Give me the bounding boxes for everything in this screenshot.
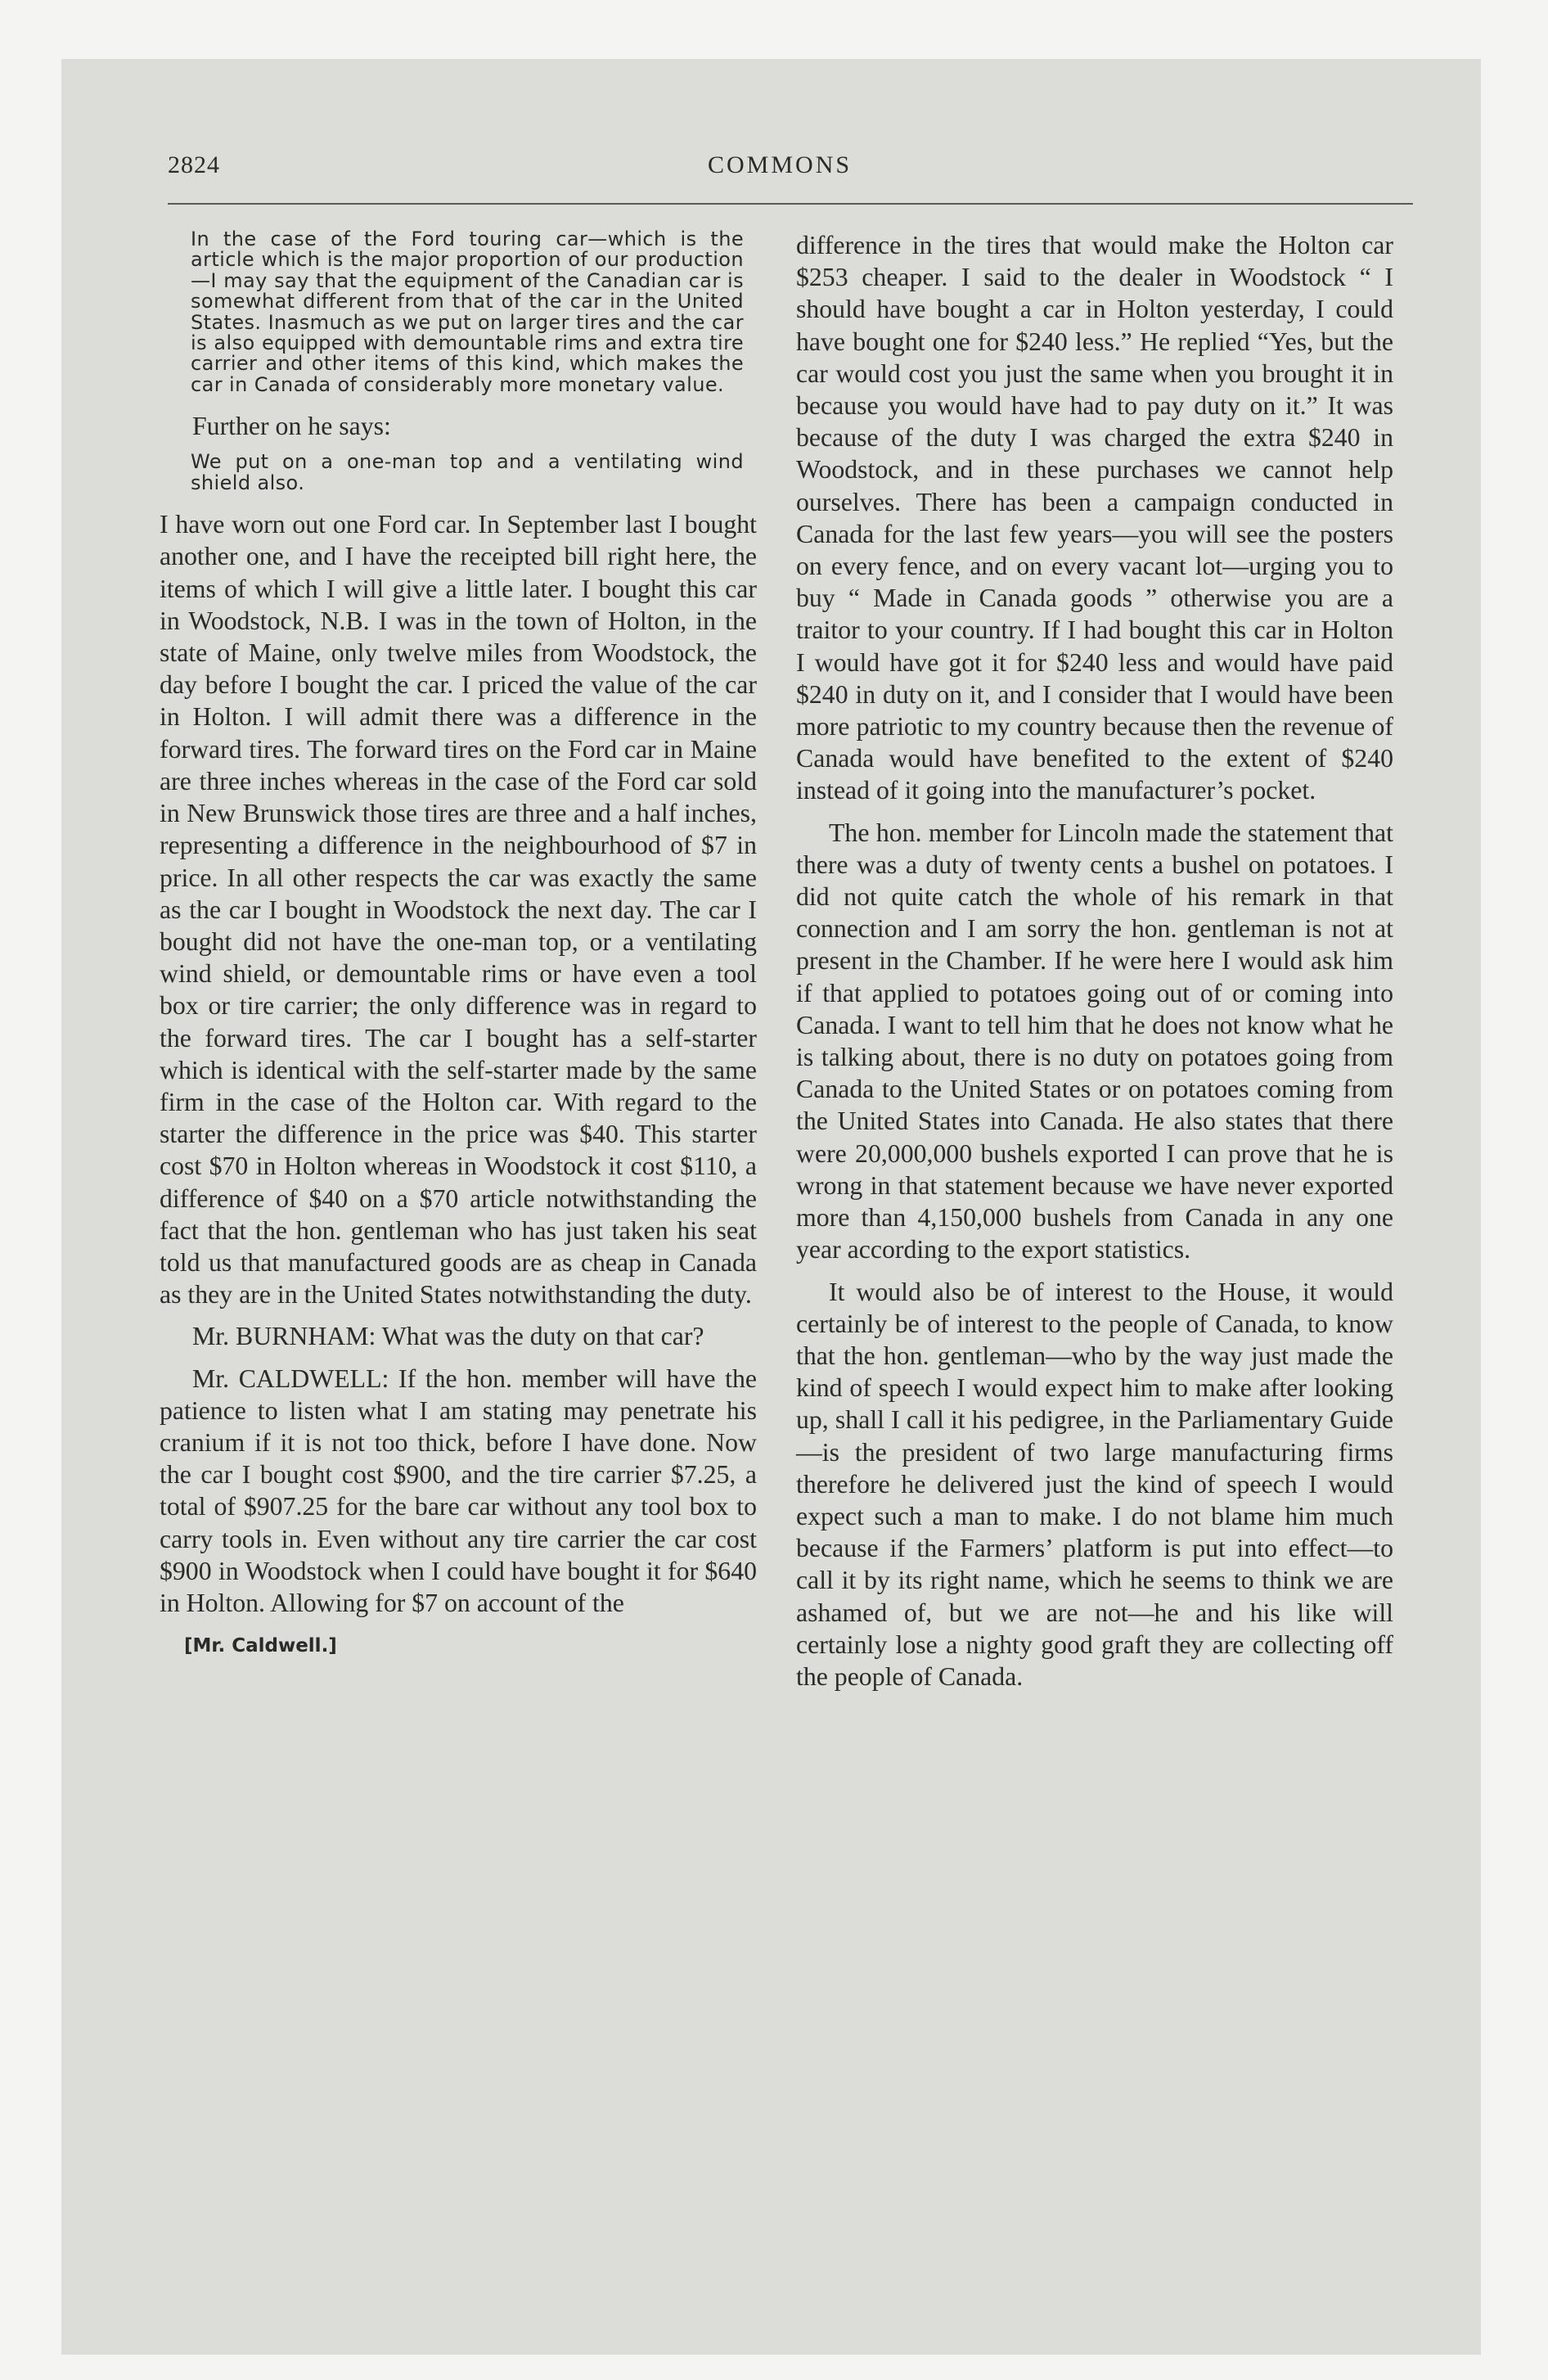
quoted-passage: We put on a one-man top and a ventilating wind shield also. bbox=[191, 450, 744, 494]
quoted-passage: In the case of the Ford touring car—which is the article which is the major proportion of our production—I may say that the equipment of the Canadian car is somewhat different from that of the car in the United States. Inasmuch as we put on larger tires and the car is also equipped with demountable rims and extra tire carrier and other items of this kind, which makes the car in Canada of considerably more monetary value. bbox=[191, 228, 744, 396]
page-number: 2824 bbox=[168, 151, 220, 178]
speaker-paragraph: Mr. BURNHAM: What was the duty on that car? bbox=[192, 1322, 704, 1351]
paragraph: difference in the tires that would make the Holton car $253 cheaper. I said to the dealer in Woodstock “ I should have bought a car in Holton yesterday, I could have bought one for $240 less.” He replied “Yes, but the car would cost you just the same when you brought it in because you would have had to pay duty on it.” It was because of the duty I was charged the extra $240 in Woodstock, and in these purchases we cannot help ourselves. There has been a campaign conducted in Canada for the last few years—you will see the posters on every fence, and on every vacant lot—urging you to buy “ Made in Canada goods ” otherwise you are a traitor to your country. If I had bought this car in Holton I would have got it for $240 less and would have paid $240 in duty on it, and I consider that I would have been more patriotic to my country because then the revenue of Canada would have benefited to the extent of $240 instead of it going into the manufacturer’s pocket. bbox=[796, 231, 1393, 805]
header-rule bbox=[168, 203, 1413, 205]
left-column bbox=[160, 229, 757, 1657]
paragraph: Further on he says: bbox=[192, 412, 391, 441]
paragraph: The hon. member for Lincoln made the statement that there was a duty of twenty cents a bushel on potatoes. I did not quite catch the whole of his remark in that connection and I am sorry the hon. gentleman is not at present in the Chamber. If he were here I would ask him if that applied to potatoes going out of or coming into Canada. I want to tell him that he does not know what he is talking about, there is no duty on potatoes going from Canada to the United States or on potatoes coming from the United States into Canada. He also states that there were 20,000,000 bushels exported I can prove that he is wrong in that statement because we have never exported more than 4,150,000 bushels from Canada in any one year according to the export statistics. bbox=[796, 818, 1393, 1264]
running-head: COMMONS bbox=[708, 151, 853, 178]
speaker-paragraph: Mr. CALDWELL: If the hon. member will have the patience to listen what I am stating may penetrate his cranium if it is not too thick, before I have done. Now the car I bought cost $900, and the tire carrier $7.25, a total of $907.25 for the bare car without any tool box to carry tools in. Even without any tire carrier the car cost $900 in Woodstock when I could have bought it for $640 in Holton. Allowing for $7 on account of the bbox=[160, 1364, 757, 1617]
right-column bbox=[796, 229, 1393, 1702]
paragraph: I have worn out one Ford car. In September last I bought another one, and I have the receipted bill right here, the items of which I will give a little later. I bought this car in Woodstock, N.B. I was in the town of Holton, in the state of Maine, only twelve miles from Woodstock, the day before I bought the car. I priced the value of the car in Holton. I will admit there was a difference in the forward tires. The forward tires on the Ford car in Maine are three inches whereas in the case of the Ford car sold in New Brunswick those tires are three and a half inches, representing a difference in the neighbourhood of $7 in price. In all other respects the car was exactly the same as the car I bought in Woodstock the next day. The car I bought did not have the one-man top, or a ventilating wind shield, or demountable rims or have even a tool box or tire carrier; the only difference was in regard to the forward tires. The car I bought has a self-starter which is identical with the self-starter made by the same firm in the case of the Holton car. With regard to the starter the difference in the price was $40. This starter cost $70 in Holton whereas in Woodstock it cost $110, a difference of $40 on a $70 article notwithstanding the fact that the hon. gentleman who has just taken his seat told us that manufactured goods are as cheap in Canada as they are in the United States notwithstanding the duty. bbox=[160, 510, 757, 1309]
speaker-footer: [Mr. Caldwell.] bbox=[184, 1635, 337, 1657]
paragraph: It would also be of interest to the House, it would certainly be of interest to the people of Canada, to know that the hon. gentleman—who by the way just made the kind of speech I would expect him to make after looking up, shall I call it his pedigree, in the Parliamentary Guide—is the president of two large manufacturing firms therefore he delivered just the kind of speech I would expect such a man to make. I do not blame him much because if the Farmers’ platform is put into effect—to call it by its right name, which he seems to think we are ashamed of, but we are not—he and his like will certainly lose a nighty good graft they are collecting off the people of Canada. bbox=[796, 1277, 1393, 1691]
page-header bbox=[168, 151, 1413, 201]
